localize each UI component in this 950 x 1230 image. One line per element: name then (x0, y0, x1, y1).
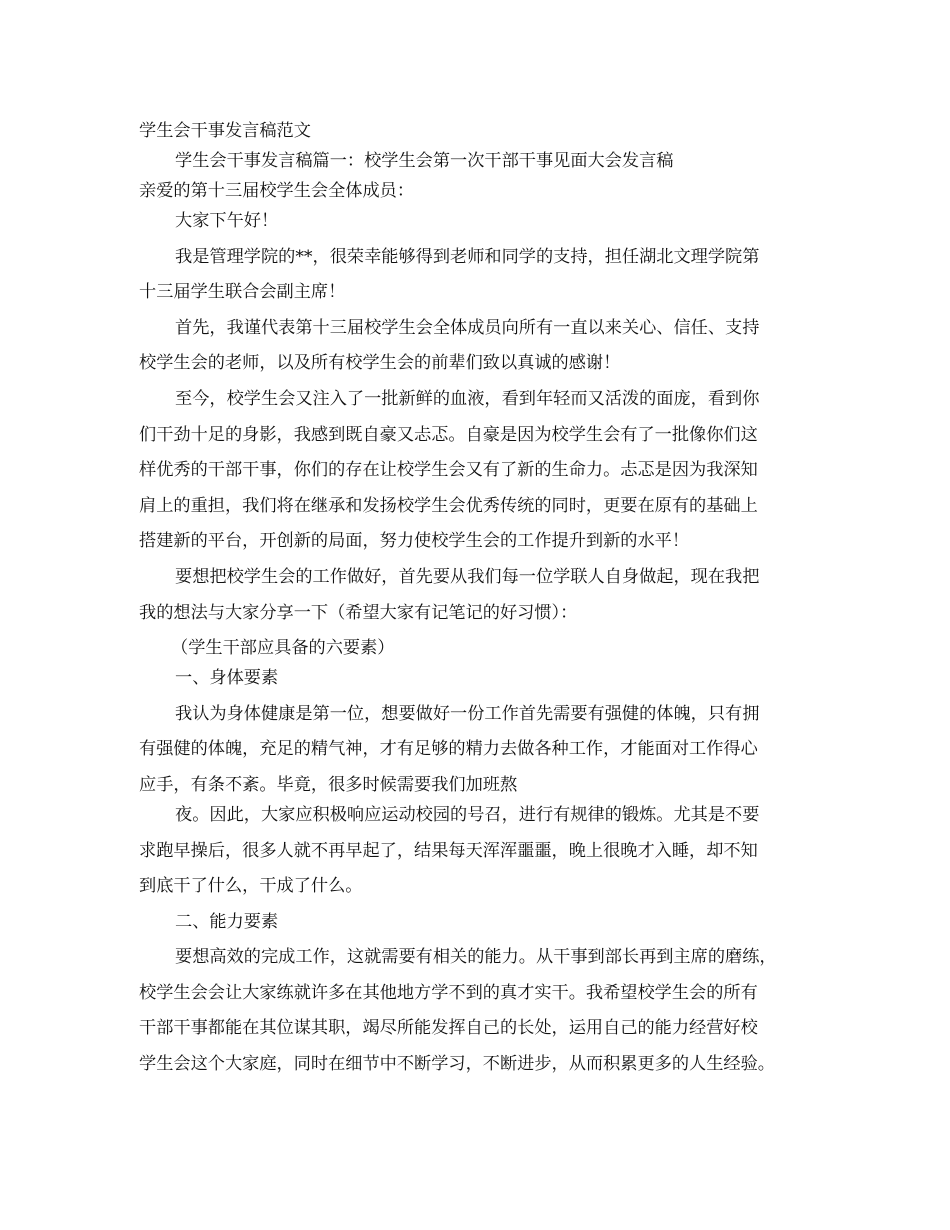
paragraph-line: 要想把校学生会的工作做好，首先要从我们每一位学联人自身做起，现在我把 (175, 566, 760, 587)
paragraph-line: 学生会这个大家庭，同时在细节中不断学习，不断进步，从而积累更多的人生经验。 (139, 1054, 775, 1075)
salutation: 亲爱的第十三届校学生会全体成员： (139, 181, 415, 201)
greeting: 大家下午好！ (175, 211, 279, 231)
paragraph-line: 们干劲十足的身影，我感到既自豪又忐忑。自豪是因为校学生会有了一批像你们这 (139, 424, 758, 445)
section-heading: 二、能力要素 (175, 911, 279, 932)
paragraph-line: 校学生会的老师，以及所有校学生会的前辈们致以真诚的感谢！ (139, 353, 621, 374)
article-heading: 学生会干事发言稿篇一：校学生会第一次干部干事见面大会发言稿 (175, 151, 674, 171)
paragraph-line: 我认为身体健康是第一位，想要做好一份工作首先需要有强健的体魄，只有拥 (175, 703, 760, 724)
paragraph-line: 干部干事都能在其位谋其职，竭尽所能发挥自己的长处，运用自己的能力经营好校 (139, 1018, 758, 1039)
paragraph-line: 我的想法与大家分享一下（希望大家有记笔记的好习惯）： (139, 602, 578, 623)
section-subtitle: （学生干部应具备的六要素） (171, 638, 395, 659)
paragraph-line: 有强健的体魄，充足的精气神，才有足够的精力去做各种工作，才能面对工作得心 (139, 739, 758, 760)
paragraph-line: 首先，我谨代表第十三届校学生会全体成员向所有一直以来关心、信任、支持 (175, 317, 760, 338)
section-heading: 一、身体要素 (175, 668, 279, 689)
paragraph-line: 至今，校学生会又注入了一批新鲜的血液，看到年轻而又活泼的面庞，看到你 (175, 388, 760, 409)
paragraph-line: 夜。因此，大家应积极响应运动校园的号召，进行有规律的锻炼。尤其是不要 (175, 804, 760, 825)
paragraph-line: 到底干了什么，干成了什么。 (139, 876, 363, 897)
paragraph-line: 求跑早操后，很多人就不再早起了，结果每天浑浑噩噩，晚上很晚才入睡，却不知 (139, 840, 758, 861)
paragraph-line: 应手，有条不紊。毕竟，很多时候需要我们加班熬 (139, 774, 518, 795)
document-body (139, 118, 829, 1087)
paragraph-line: 样优秀的干部干事，你们的存在让校学生会又有了新的生命力。忐忑是因为我深知 (139, 460, 758, 481)
paragraph-line: 搭建新的平台，开创新的局面，努力使校学生会的工作提升到新的水平！ (139, 531, 690, 552)
paragraph-line: 校学生会会让大家练就许多在其他地方学不到的真才实干。我希望校学生会的所有 (139, 982, 758, 1003)
paragraph-line: 十三届学生联合会副主席！ (139, 282, 346, 303)
paragraph-line: 肩上的重担，我们将在继承和发扬校学生会优秀传统的同时，更要在原有的基础上 (139, 495, 758, 516)
paragraph-line: 要想高效的完成工作，这就需要有相关的能力。从干事到部长再到主席的磨练， (175, 947, 777, 968)
document-title: 学生会干事发言稿范文 (139, 121, 311, 141)
paragraph-line: 我是管理学院的**，很荣幸能够得到老师和同学的支持，担任湖北文理学院第 (175, 246, 760, 267)
